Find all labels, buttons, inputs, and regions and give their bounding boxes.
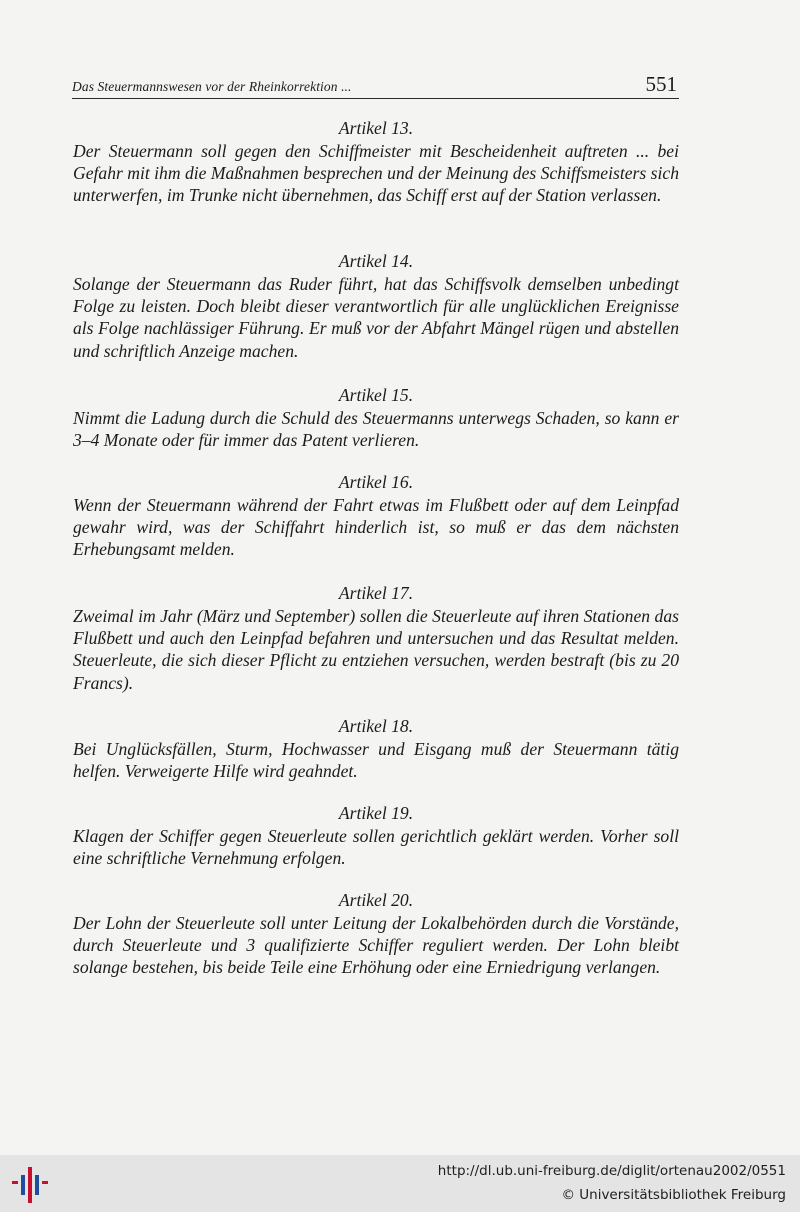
article-18 — [73, 715, 679, 782]
article-body: Bei Unglücksfällen, Sturm, Hochwasser und Eisgang muß der Steuermann tätig helfen. Verweigerte Hilfe wird geahndet. — [73, 739, 679, 782]
article-15 — [73, 384, 679, 451]
university-library-logo-icon — [12, 1163, 52, 1205]
running-title: Das Steuermannswesen vor der Rheinkorrektion ... — [72, 79, 352, 94]
article-body: Der Steuermann soll gegen den Schiffmeister mit Bescheidenheit auftreten ... bei Gefahr mit ihm die Maßnahmen besprechen und der Meinung des Schiffsmeisters sich unterwerfen, im Trunke nicht übernehmen, das Schiff erst auf der Station verlassen. — [73, 141, 679, 206]
viewer-footer — [0, 1155, 800, 1212]
article-13 — [73, 117, 679, 207]
article-heading: Artikel 17. — [338, 583, 414, 603]
page-header — [72, 72, 679, 99]
article-16 — [73, 471, 679, 561]
article-body: Klagen der Schiffer gegen Steuerleute sollen gerichtlich geklärt werden. Vorher soll eine schriftliche Vernehmung erfolgen. — [73, 826, 679, 869]
article-heading: Artikel 19. — [338, 803, 414, 823]
article-heading: Artikel 15. — [338, 385, 414, 405]
article-heading: Artikel 16. — [338, 472, 414, 492]
article-20 — [73, 889, 679, 979]
article-body: Der Lohn der Steuerleute soll unter Leitung der Lokalbehörden durch die Vorstände, durch Steuerleute und 3 qualifizierte Schiffer reguliert werden. Der Lohn bleibt solange bestehen, bis beide Teile eine Erhöhung oder eine Erniedrigung verlangen. — [73, 913, 679, 978]
article-body: Wenn der Steuermann während der Fahrt etwas im Flußbett oder auf dem Leinpfad gewahr wird, was der Schiffahrt hinderlich ist, so muß er das dem nächsten Erhebungsamt melden. — [73, 495, 679, 560]
article-body: Nimmt die Ladung durch die Schuld des Steuermanns unterwegs Schaden, so kann er 3–4 Monate oder für immer das Patent verlieren. — [73, 408, 679, 451]
permalink-url[interactable]: http://dl.ub.uni-freiburg.de/diglit/ortenau2002/0551 — [437, 1163, 786, 1179]
article-heading: Artikel 14. — [338, 251, 414, 271]
article-heading: Artikel 13. — [338, 118, 414, 138]
article-heading: Artikel 20. — [338, 890, 414, 910]
article-body: Solange der Steuermann das Ruder führt, hat das Schiffsvolk demselben unbedingt Folge zu leisten. Doch bleibt dieser verantwortlich für alle unglücklichen Ereignisse als Folge nachlässiger Führung. Er muß vor der Abfahrt Mängel rügen und abstellen und schriftlich Anzeige machen. — [73, 274, 679, 361]
article-14 — [73, 250, 679, 362]
article-19 — [73, 802, 679, 869]
article-body: Zweimal im Jahr (März und September) sollen die Steuerleute auf ihren Stationen das Flußbett und auch den Leinpfad befahren und untersuchen und das Resultat melden. Steuerleute, die sich dieser Pflicht zu entziehen versuchen, werden bestraft (bis zu 20 Francs). — [73, 606, 679, 693]
page-number: 551 — [645, 72, 677, 96]
article-heading: Artikel 18. — [338, 716, 414, 736]
article-17 — [73, 582, 679, 694]
copyright-notice: © Universitätsbibliothek Freiburg — [561, 1187, 786, 1203]
